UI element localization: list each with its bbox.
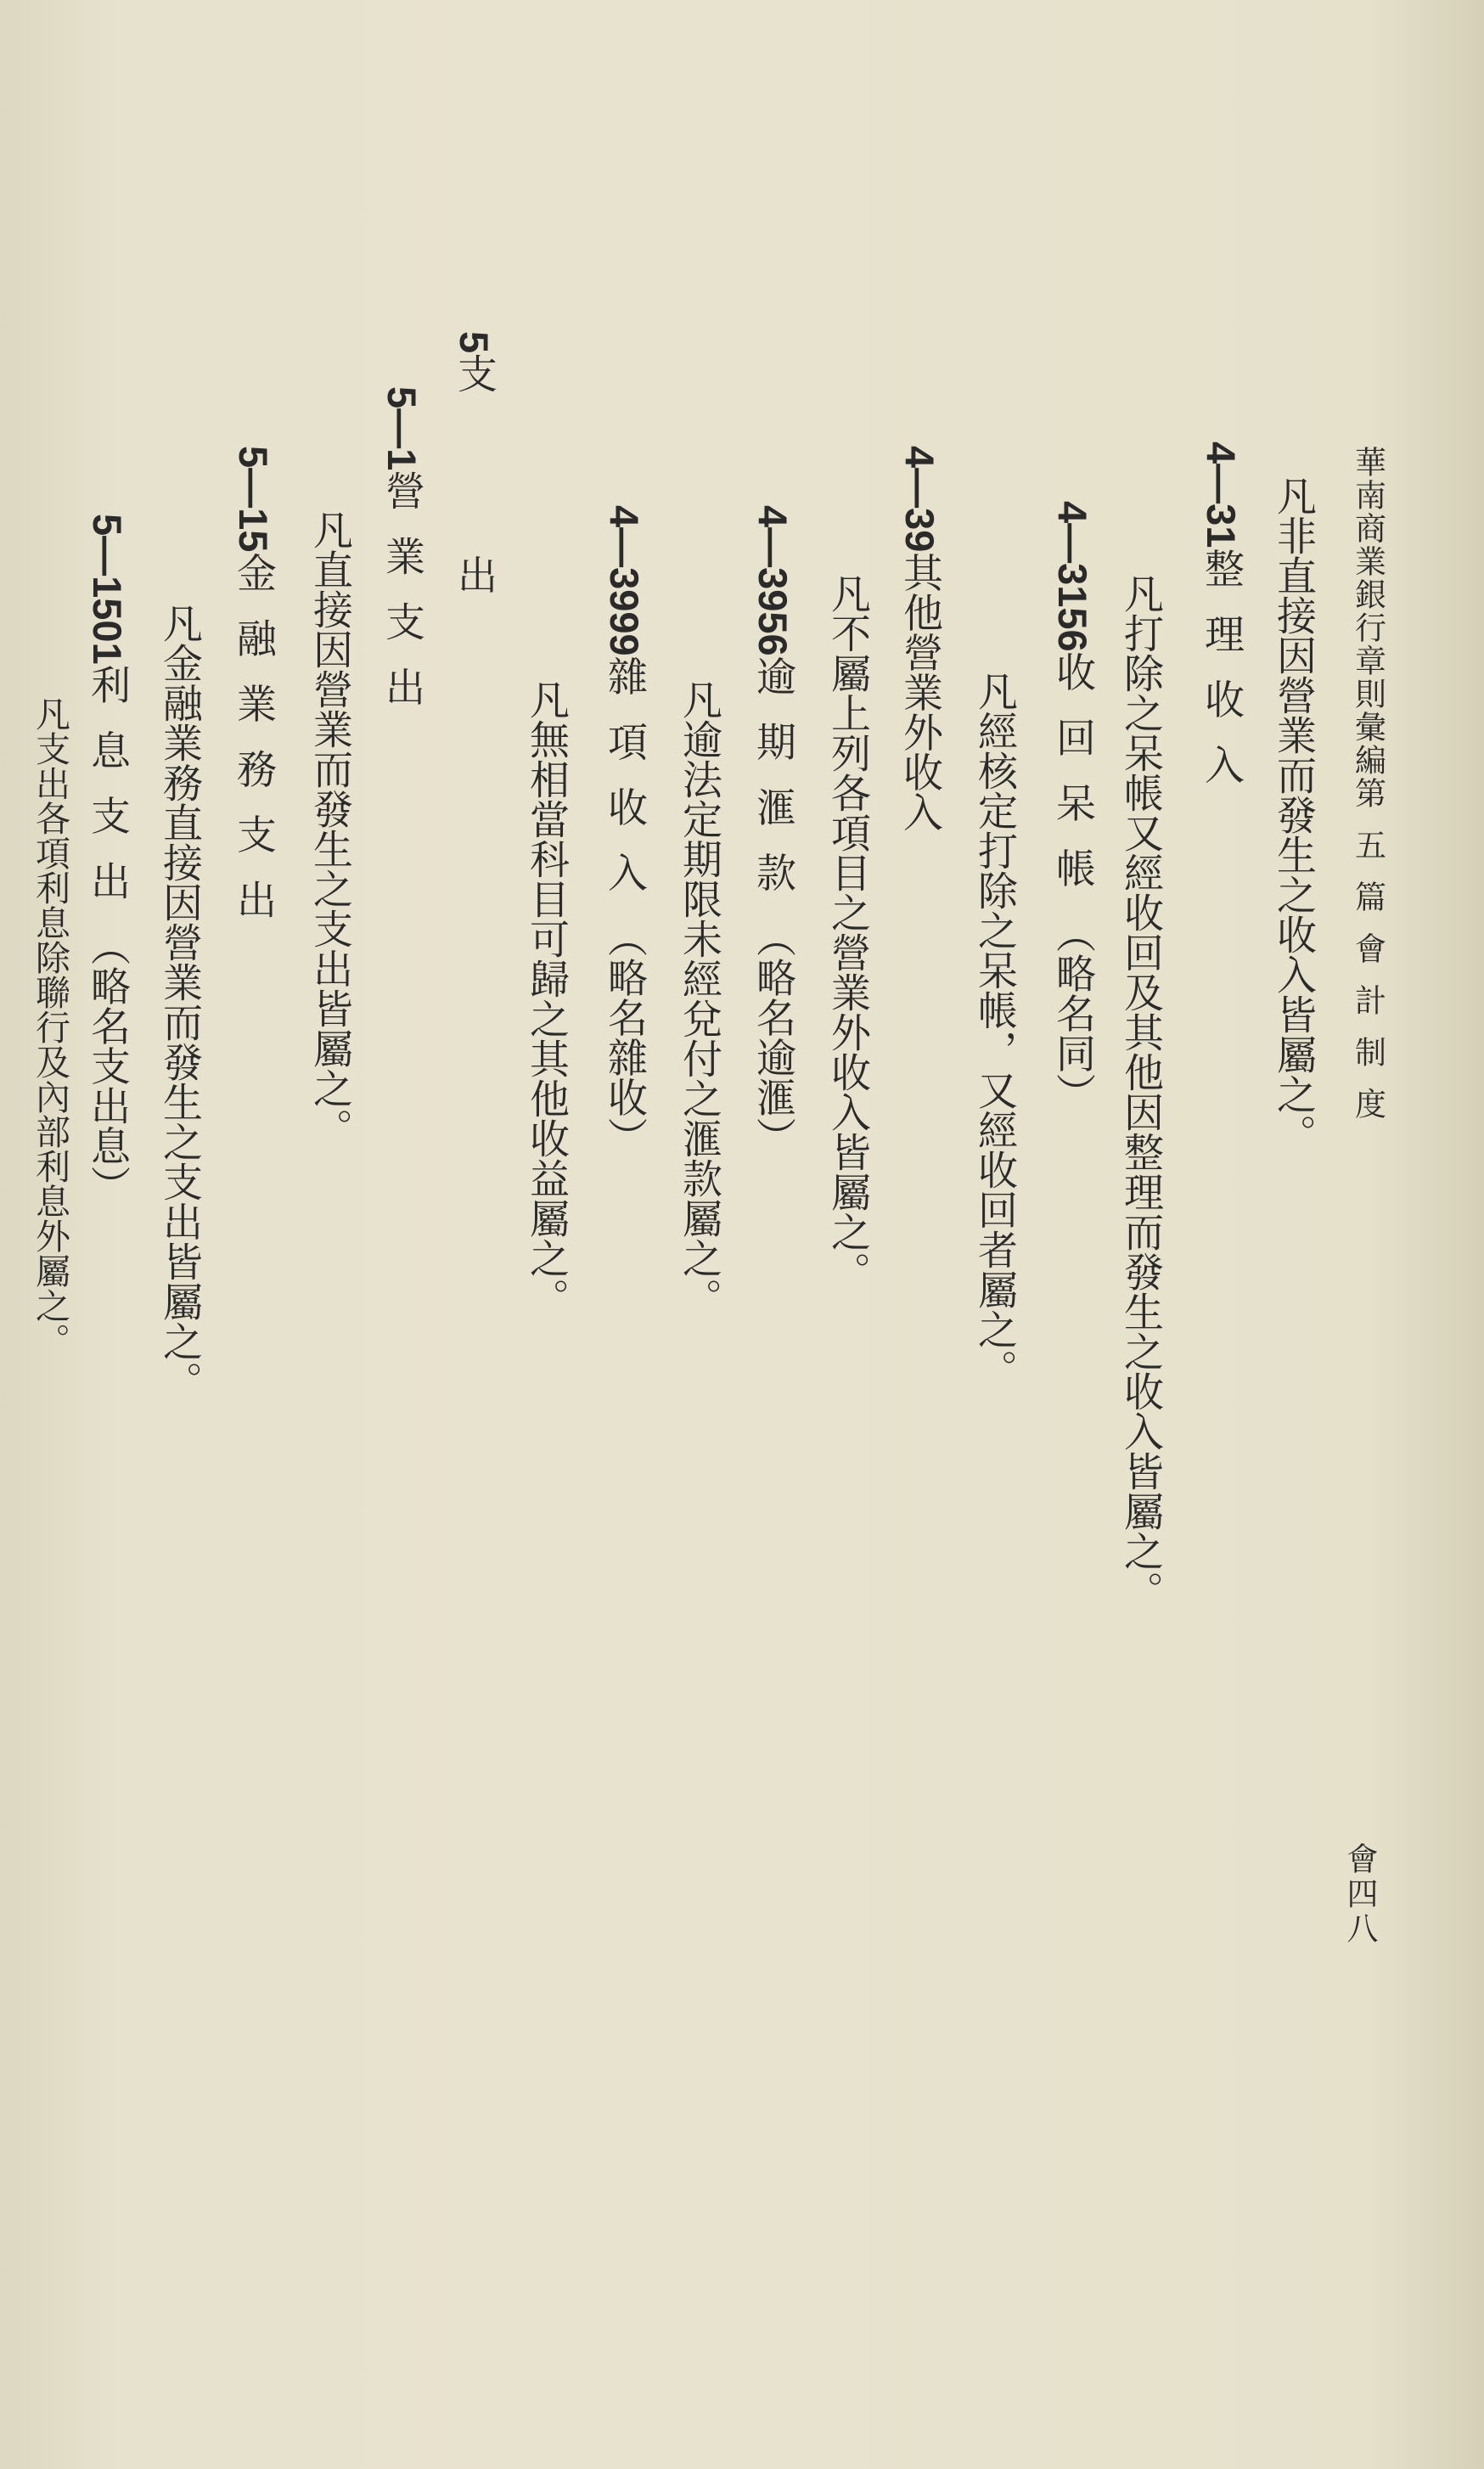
account-heading [84, 514, 131, 1206]
account-name: 利息支出 [84, 664, 131, 926]
section-title: 第五篇會計制度 [1349, 777, 1386, 1139]
account-heading [897, 446, 943, 832]
account-code: 5—1501 [85, 514, 130, 665]
account-code: 4—3156 [1050, 501, 1095, 652]
account-note: （略名逾滙） [750, 917, 796, 1157]
definition-text: 凡無相當科目可歸之其他收益屬之。 [523, 679, 570, 1318]
account-name: 營業支出 [379, 470, 425, 733]
page-number: 會四八 [1341, 1842, 1378, 1947]
account-name: 金融業務支出 [230, 552, 277, 945]
definition-text: 凡經核定打除之呆帳，又經收回者屬之。 [971, 671, 1018, 1389]
account-name: 雜項收入 [601, 655, 648, 918]
account-heading [379, 386, 425, 733]
definition-text: 凡打除之呆帳又經收回及其他因整理而發生之收入皆屬之。 [1117, 573, 1164, 1611]
account-heading [230, 446, 277, 945]
account-note: （略名同） [1049, 913, 1096, 1113]
account-heading [1198, 441, 1245, 810]
account-note: （略名支出息） [84, 925, 131, 1206]
account-heading [601, 505, 648, 1157]
account-code: 4—39 [897, 446, 942, 553]
account-code: 5—1 [379, 386, 424, 471]
definition-text: 凡直接因營業而發生之支出皆屬之。 [306, 509, 353, 1148]
book-title: 華南商業銀行章則彙編 [1349, 446, 1386, 777]
section-heading [451, 331, 497, 756]
definition-text: 凡支出各項利息除聯行及內部利息外屬之。 [30, 696, 70, 1358]
account-name: 整理收入 [1198, 548, 1245, 810]
account-name: 收回呆帳 [1049, 651, 1096, 914]
account-heading [750, 505, 796, 1157]
section-code: 5 [452, 331, 497, 354]
account-note: （略名雜收） [601, 917, 648, 1157]
account-name: 逾期滙款 [750, 655, 796, 918]
definition-text: 凡非直接因營業而發生之收入皆屬之。 [1270, 475, 1317, 1154]
account-heading [1049, 501, 1096, 1113]
definition-text: 凡逾法定期限未經兌付之滙款屬之。 [676, 679, 722, 1318]
account-name: 其他營業外收入 [897, 552, 943, 832]
running-header [1344, 446, 1391, 1139]
account-code: 4—31 [1199, 441, 1244, 548]
account-code: 4—3999 [602, 505, 647, 656]
definition-text: 凡金融業務直接因營業而發生之支出皆屬之。 [156, 603, 203, 1401]
account-code: 5—15 [231, 446, 276, 553]
account-code: 4—3956 [750, 505, 795, 656]
section-name: 支出 [451, 353, 497, 756]
definition-text: 凡不屬上列各項目之營業外收入皆屬之。 [824, 573, 871, 1291]
